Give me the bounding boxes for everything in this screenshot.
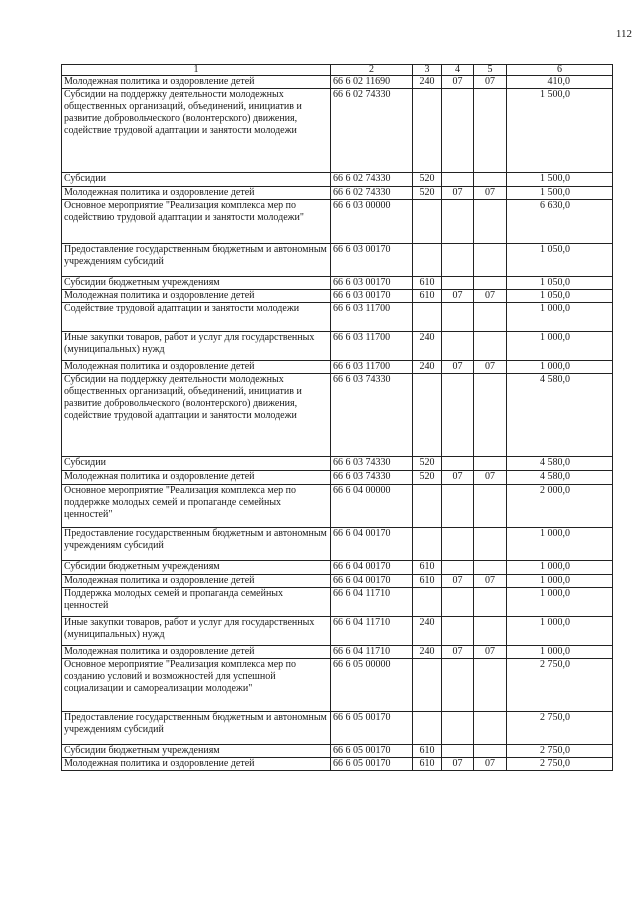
cell-section: [442, 303, 474, 332]
cell-subsection: 07: [474, 471, 507, 485]
cell-name: Основное мероприятие "Реализация комплекса мер по содействию трудовой адаптации и занятости молодежи": [62, 200, 331, 244]
cell-amount: 1 000,0: [507, 617, 613, 646]
cell-name: Молодежная политика и оздоровление детей: [62, 758, 331, 771]
cell-subsection: [474, 332, 507, 361]
cell-section: [442, 173, 474, 187]
cell-name: Поддержка молодых семей и пропаганда семейных ценностей: [62, 588, 331, 617]
budget-table: [61, 64, 613, 771]
cell-name: Молодежная политика и оздоровление детей: [62, 471, 331, 485]
cell-code: 66 6 03 11700: [331, 303, 413, 332]
cell-amount: 2 750,0: [507, 745, 613, 758]
cell-amount: 410,0: [507, 76, 613, 89]
cell-expense-type: 520: [413, 457, 442, 471]
cell-name: Субсидии бюджетным учреждениям: [62, 277, 331, 290]
cell-code: 66 6 02 74330: [331, 89, 413, 173]
cell-subsection: [474, 303, 507, 332]
cell-code: 66 6 04 11710: [331, 646, 413, 659]
cell-amount: 1 000,0: [507, 561, 613, 575]
cell-code: 66 6 03 11700: [331, 361, 413, 374]
cell-subsection: [474, 485, 507, 528]
cell-subsection: [474, 659, 507, 712]
cell-subsection: [474, 745, 507, 758]
table-row: [62, 646, 613, 659]
cell-code: 66 6 02 74330: [331, 173, 413, 187]
cell-subsection: [474, 244, 507, 277]
cell-amount: 1 000,0: [507, 361, 613, 374]
cell-name: Субсидии бюджетным учреждениям: [62, 561, 331, 575]
table-row: [62, 758, 613, 771]
cell-amount: 4 580,0: [507, 471, 613, 485]
cell-section: 07: [442, 646, 474, 659]
cell-amount: 2 750,0: [507, 659, 613, 712]
cell-amount: 2 750,0: [507, 758, 613, 771]
table-row: [62, 575, 613, 588]
cell-subsection: 07: [474, 646, 507, 659]
table-row: [62, 76, 613, 89]
cell-name: Молодежная политика и оздоровление детей: [62, 187, 331, 200]
cell-subsection: 07: [474, 758, 507, 771]
cell-name: Субсидии: [62, 173, 331, 187]
cell-section: [442, 617, 474, 646]
header-row: [62, 65, 613, 76]
cell-code: 66 6 04 00170: [331, 528, 413, 561]
cell-expense-type: [413, 374, 442, 457]
cell-name: Молодежная политика и оздоровление детей: [62, 646, 331, 659]
table-row: [62, 187, 613, 200]
cell-amount: 2 000,0: [507, 485, 613, 528]
table-row: [62, 659, 613, 712]
cell-amount: 1 000,0: [507, 575, 613, 588]
table-row: [62, 485, 613, 528]
cell-amount: 1 050,0: [507, 290, 613, 303]
cell-section: [442, 277, 474, 290]
cell-subsection: [474, 712, 507, 745]
table-row: [62, 173, 613, 187]
cell-amount: 1 000,0: [507, 528, 613, 561]
cell-section: [442, 528, 474, 561]
cell-expense-type: 610: [413, 575, 442, 588]
cell-expense-type: [413, 200, 442, 244]
cell-expense-type: 240: [413, 76, 442, 89]
cell-section: [442, 659, 474, 712]
cell-subsection: [474, 200, 507, 244]
cell-name: Молодежная политика и оздоровление детей: [62, 290, 331, 303]
cell-section: 07: [442, 471, 474, 485]
cell-subsection: [474, 457, 507, 471]
table-row: [62, 561, 613, 575]
column-header-1: 1: [62, 65, 331, 76]
table-row: [62, 712, 613, 745]
cell-name: Субсидии на поддержку деятельности молодежных общественных организаций, объединений, инициатив и развитие добровольческого (волонтерского) движения, содействие трудовой адаптации и занятости молодежи: [62, 89, 331, 173]
cell-code: 66 6 03 11700: [331, 332, 413, 361]
cell-expense-type: [413, 485, 442, 528]
cell-expense-type: 240: [413, 646, 442, 659]
cell-name: Предоставление государственным бюджетным и автономным учреждениям субсидий: [62, 528, 331, 561]
table-row: [62, 361, 613, 374]
cell-subsection: [474, 528, 507, 561]
cell-subsection: [474, 89, 507, 173]
table-row: [62, 277, 613, 290]
cell-expense-type: 240: [413, 361, 442, 374]
table-row: [62, 745, 613, 758]
cell-section: [442, 200, 474, 244]
cell-code: 66 6 02 11690: [331, 76, 413, 89]
cell-amount: 1 000,0: [507, 303, 613, 332]
cell-expense-type: 610: [413, 745, 442, 758]
cell-code: 66 6 04 00170: [331, 561, 413, 575]
cell-expense-type: 240: [413, 332, 442, 361]
cell-expense-type: [413, 588, 442, 617]
cell-name: Основное мероприятие "Реализация комплекса мер по созданию условий и возможностей для успешной социализации и самореализации молодежи": [62, 659, 331, 712]
cell-amount: 6 630,0: [507, 200, 613, 244]
cell-code: 66 6 03 74330: [331, 471, 413, 485]
cell-name: Предоставление государственным бюджетным и автономным учреждениям субсидий: [62, 244, 331, 277]
cell-section: 07: [442, 575, 474, 588]
cell-code: 66 6 03 74330: [331, 374, 413, 457]
table-row: [62, 290, 613, 303]
column-header-6: 6: [507, 65, 613, 76]
column-header-4: 4: [442, 65, 474, 76]
table-row: [62, 617, 613, 646]
table-row: [62, 332, 613, 361]
column-header-3: 3: [413, 65, 442, 76]
cell-section: 07: [442, 361, 474, 374]
cell-name: Субсидии бюджетным учреждениям: [62, 745, 331, 758]
cell-code: 66 6 03 74330: [331, 457, 413, 471]
cell-code: 66 6 03 00170: [331, 277, 413, 290]
cell-expense-type: [413, 528, 442, 561]
cell-expense-type: 520: [413, 187, 442, 200]
cell-section: [442, 485, 474, 528]
cell-name: Основное мероприятие "Реализация комплекса мер по поддержке молодых семей и пропаганде семейных ценностей": [62, 485, 331, 528]
cell-section: 07: [442, 290, 474, 303]
cell-section: [442, 457, 474, 471]
cell-subsection: 07: [474, 76, 507, 89]
cell-section: [442, 561, 474, 575]
cell-expense-type: [413, 89, 442, 173]
cell-code: 66 6 04 11710: [331, 617, 413, 646]
cell-section: 07: [442, 758, 474, 771]
cell-section: 07: [442, 76, 474, 89]
cell-section: [442, 745, 474, 758]
cell-name: Молодежная политика и оздоровление детей: [62, 361, 331, 374]
cell-amount: 1 000,0: [507, 646, 613, 659]
cell-subsection: [474, 374, 507, 457]
cell-code: 66 6 03 00000: [331, 200, 413, 244]
cell-subsection: [474, 588, 507, 617]
cell-subsection: 07: [474, 187, 507, 200]
cell-name: Молодежная политика и оздоровление детей: [62, 575, 331, 588]
cell-code: 66 6 03 00170: [331, 290, 413, 303]
cell-amount: 1 500,0: [507, 89, 613, 173]
cell-expense-type: 610: [413, 290, 442, 303]
cell-subsection: [474, 173, 507, 187]
cell-subsection: [474, 277, 507, 290]
cell-name: Содействие трудовой адаптации и занятости молодежи: [62, 303, 331, 332]
cell-expense-type: 610: [413, 277, 442, 290]
cell-section: [442, 89, 474, 173]
cell-expense-type: 240: [413, 617, 442, 646]
page-number: 112: [615, 28, 632, 40]
cell-name: Иные закупки товаров, работ и услуг для государственных (муниципальных) нужд: [62, 332, 331, 361]
cell-name: Субсидии на поддержку деятельности молодежных общественных организаций, объединений, инициатив и развитие добровольческого (волонтерского) движения, содействие трудовой адаптации и занятости молодежи: [62, 374, 331, 457]
cell-code: 66 6 04 11710: [331, 588, 413, 617]
cell-section: [442, 332, 474, 361]
cell-code: 66 6 05 00170: [331, 758, 413, 771]
cell-amount: 4 580,0: [507, 457, 613, 471]
cell-expense-type: [413, 244, 442, 277]
cell-amount: 2 750,0: [507, 712, 613, 745]
cell-subsection: 07: [474, 361, 507, 374]
cell-section: [442, 712, 474, 745]
table-body: [62, 65, 613, 771]
cell-name: Иные закупки товаров, работ и услуг для государственных (муниципальных) нужд: [62, 617, 331, 646]
table-row: [62, 374, 613, 457]
table-row: [62, 528, 613, 561]
cell-section: [442, 374, 474, 457]
cell-name: Субсидии: [62, 457, 331, 471]
cell-expense-type: 520: [413, 173, 442, 187]
cell-name: Молодежная политика и оздоровление детей: [62, 76, 331, 89]
cell-code: 66 6 05 00170: [331, 745, 413, 758]
cell-expense-type: [413, 712, 442, 745]
cell-amount: 1 500,0: [507, 173, 613, 187]
cell-subsection: 07: [474, 290, 507, 303]
cell-amount: 1 050,0: [507, 277, 613, 290]
cell-expense-type: [413, 659, 442, 712]
cell-code: 66 6 05 00000: [331, 659, 413, 712]
cell-amount: 4 580,0: [507, 374, 613, 457]
column-header-2: 2: [331, 65, 413, 76]
cell-section: [442, 244, 474, 277]
cell-amount: 1 050,0: [507, 244, 613, 277]
cell-amount: 1 000,0: [507, 332, 613, 361]
table-row: [62, 457, 613, 471]
table-row: [62, 200, 613, 244]
table-row: [62, 303, 613, 332]
cell-code: 66 6 03 00170: [331, 244, 413, 277]
cell-expense-type: [413, 303, 442, 332]
table-row: [62, 471, 613, 485]
cell-section: [442, 588, 474, 617]
cell-expense-type: 610: [413, 561, 442, 575]
cell-subsection: [474, 617, 507, 646]
cell-amount: 1 500,0: [507, 187, 613, 200]
table-row: [62, 244, 613, 277]
cell-name: Предоставление государственным бюджетным и автономным учреждениям субсидий: [62, 712, 331, 745]
column-header-5: 5: [474, 65, 507, 76]
cell-code: 66 6 05 00170: [331, 712, 413, 745]
table-row: [62, 89, 613, 173]
cell-subsection: [474, 561, 507, 575]
cell-code: 66 6 04 00000: [331, 485, 413, 528]
table-row: [62, 588, 613, 617]
cell-code: 66 6 02 74330: [331, 187, 413, 200]
cell-subsection: 07: [474, 575, 507, 588]
cell-expense-type: 520: [413, 471, 442, 485]
cell-amount: 1 000,0: [507, 588, 613, 617]
cell-section: 07: [442, 187, 474, 200]
cell-expense-type: 610: [413, 758, 442, 771]
cell-code: 66 6 04 00170: [331, 575, 413, 588]
